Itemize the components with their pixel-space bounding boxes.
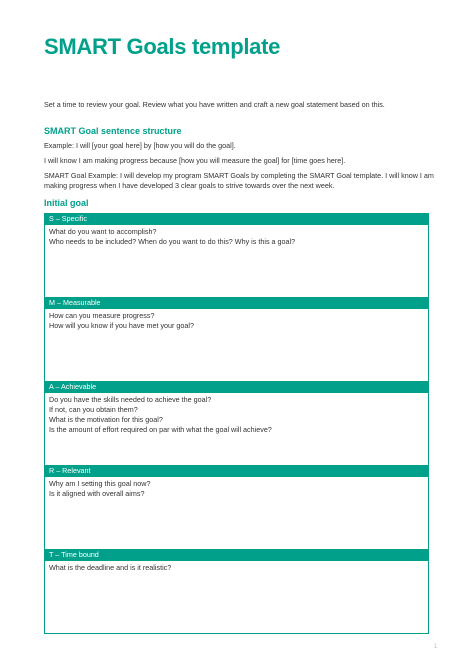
question-text: What is the deadline and is it realistic? xyxy=(49,563,172,572)
question-text: Who needs to be included? When do you want to do this? Why is this a goal? xyxy=(49,237,296,246)
intro-text: Set a time to review your goal. Review what you have written and craft a new goal statement based on this. xyxy=(44,100,385,109)
smart-goal-table xyxy=(44,213,429,634)
section-specific[interactable] xyxy=(45,213,428,297)
structure-smart-example: SMART Goal Example: I will develop my program SMART Goals by completing the SMART Goal template. I will know I am making progress when I have developed 3 clear goals to strive towards over the next week. xyxy=(44,171,434,190)
page-number: 1 xyxy=(434,644,438,650)
section-measurable[interactable] xyxy=(45,297,428,381)
structure-progress: I will know I am making progress because [how you will measure the goal] for [time goes here]. xyxy=(44,156,346,165)
question-text: How will you know if you have met your goal? xyxy=(49,321,195,330)
question-text: Why am I setting this goal now? xyxy=(49,479,151,488)
page-title: SMART Goals template xyxy=(44,34,281,59)
section-header-measurable: M – Measurable xyxy=(45,297,428,309)
section-relevant[interactable] xyxy=(45,465,428,549)
section-header-achievable: A – Achievable xyxy=(45,381,428,393)
question-text: What do you want to accomplish? xyxy=(49,227,157,236)
structure-heading: SMART Goal sentence structure xyxy=(44,126,182,136)
section-achievable[interactable] xyxy=(45,381,428,465)
section-header-relevant: R – Relevant xyxy=(45,465,428,477)
section-time-bound[interactable] xyxy=(45,549,428,634)
question-text: If not, can you obtain them? xyxy=(49,405,138,414)
section-header-time-bound: T – Time bound xyxy=(45,549,428,561)
structure-example: Example: I will [your goal here] by [how you will do the goal]. xyxy=(44,141,236,150)
section-header-specific: S – Specific xyxy=(45,213,428,225)
question-text: Is it aligned with overall aims? xyxy=(49,489,145,498)
question-text: How can you measure progress? xyxy=(49,311,155,320)
question-text: Is the amount of effort required on par with what the goal will achieve? xyxy=(49,425,272,434)
question-text: What is the motivation for this goal? xyxy=(49,415,163,424)
question-text: Do you have the skills needed to achieve the goal? xyxy=(49,395,212,404)
initial-goal-heading: Initial goal xyxy=(44,198,89,208)
